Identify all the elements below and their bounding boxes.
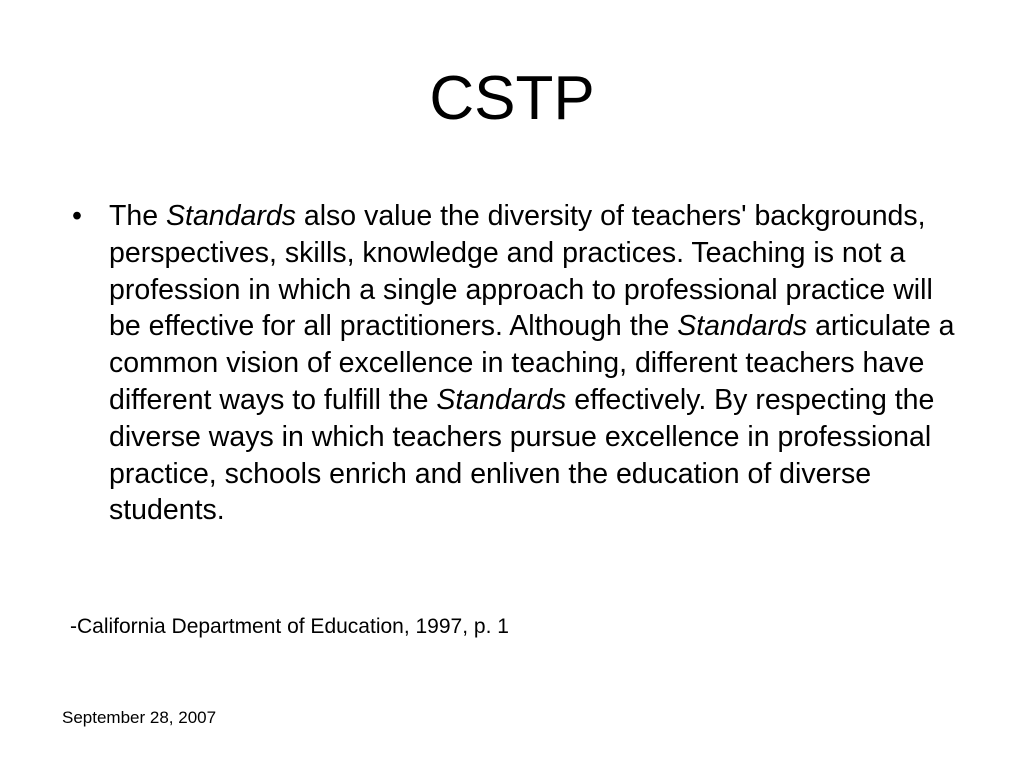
bullet-icon: • — [72, 200, 82, 232]
bullet-text-segment: also value the diversity of teachers' backgrounds, perspectives, skills, knowledge and practices. Teaching is not a profession in which a single approach to professional practice will be effective for all practitioners. Although the — [109, 200, 933, 343]
bullet-text-segment: effectively. By respecting the diverse ways in which teachers pursue excellence in professional practice, schools enrich and enliven the education of diverse students. — [109, 383, 935, 527]
bullet-text-segment: The — [109, 200, 167, 232]
standards-emphasis: Standards — [436, 383, 567, 416]
slide-title: CSTP — [429, 64, 595, 133]
standards-emphasis: Standards — [166, 200, 296, 232]
list-item — [72, 198, 972, 529]
citation: -California Department of Education, 1997, p. 1 — [70, 615, 509, 638]
footer-date: September 28, 2007 — [62, 708, 217, 727]
bullet-text — [109, 200, 955, 526]
bullet-text-segment: articulate a common vision of excellence in teaching, different teachers have different ways to fulfill the — [109, 310, 955, 416]
standards-emphasis: Standards — [677, 310, 808, 343]
bullet-list — [72, 198, 972, 529]
